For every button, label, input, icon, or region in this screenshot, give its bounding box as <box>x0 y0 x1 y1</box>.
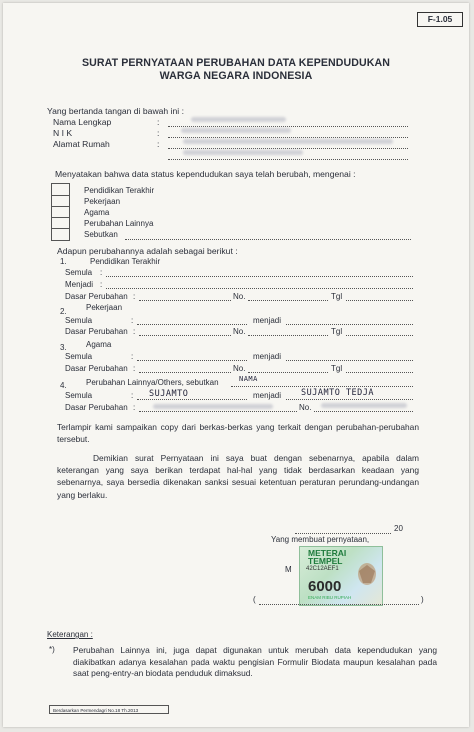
item-1-tgl-line <box>346 300 413 301</box>
option-specify: Sebutkan <box>84 230 118 239</box>
item-1-menjadi-line <box>106 288 413 289</box>
signer-intro: Yang bertanda tangan di bawah ini : <box>47 106 184 116</box>
notes-heading: Keterangan : <box>47 630 93 639</box>
nik-field-line <box>168 137 408 138</box>
signature-paren-close: ) <box>421 595 424 604</box>
item-1-number: 1. <box>60 257 67 266</box>
attachment-paragraph: Terlampir kami sampaikan copy dari berkas-berkas yang terkait dengan perubahan-perubahan tersebut. <box>57 422 419 445</box>
item-1-basis-line <box>139 300 231 301</box>
signature-year-prefix: 20 <box>394 524 403 533</box>
option-education: Pendidikan Terakhir <box>84 186 155 195</box>
item-4-heading: Perubahan Lainnya/Others, sebutkan <box>86 378 219 387</box>
stamp-line2: TEMPEL <box>308 556 343 566</box>
revenue-stamp <box>293 546 385 606</box>
stamp-value: 6000 <box>308 578 342 595</box>
document-page: F-1.05 SURAT PERNYATAAN PERUBAHAN DATA KEPENDUDUKAN WARGA NEGARA INDONESIA Yang bertanda tangan di bawah ini : Nama Lengkap N I K Alamat Rumah : : : Menyatakan bahwa data status kependudukan saya telah berubah, mengenai : Pendidikan Terakhir Pekerjaan Agama Perubahan Lainnya Sebutkan Adapun perubahannya adalah sebagai berikut : 1. Pendidikan Terakhir Semula : Menjadi : Dasar Perubahan : No. Tgl 2. Pekerjaan Semula : menjadi Dasar Perubahan : No. Tgl 3. Agama Semula : menjadi Dasar Perubahan : No. Tgl 4. Perubahan Lainnya/Others, sebutkan NAMA Semula : SUJAMTO menjadi SUJAMTO TEDJA Dasar Perubahan : No. Terlampir kami sampaikan copy dari berkas-berkas yang terkait dengan perubahan-perubahan tersebut. Demikian surat Pernyataan ini saya buat dengan sebenarnya, apabila dalam keterangan yang saya berikan terdapat hal-hal yang tidak berdasarkan keadaan yang sebenarnya, saya bersedia dikenakan sanksi sesuai ketentuan peraturan perundang-undangan yang berlaku. 20 Yang membuat pernyataan, M METERAI TEMPEL 42C12AEF1 6000 ENAM RIBU RUPIAH ( ) Keterangan : *) Perubahan Lainnya ini, juga dapat digunakan untuk merubah data kependudukan yang diakibatkan adanya kesalahan pada waktu pengisian Formulir Biodata maupun kesalahan pada saat peng-entry-an biodata penduduk dimaksud. Berdasarkan Permendagri No.18 Th.2013 <box>3 3 469 727</box>
name-field-line <box>168 126 408 127</box>
signature-name-line <box>259 604 419 605</box>
item-2-semula-line <box>137 324 247 325</box>
place-date-line <box>295 533 391 534</box>
item-3-basis-label: Dasar Perubahan <box>65 364 128 373</box>
stamp-subtext: ENAM RIBU RUPIAH <box>308 595 352 600</box>
option-religion: Agama <box>84 208 110 217</box>
item-1-semula-label: Semula <box>65 268 93 277</box>
item-1-basis-label: Dasar Perubahan <box>65 292 128 301</box>
item-4-basis-line <box>139 411 297 412</box>
address-field-line <box>168 148 408 149</box>
item-3-tgl-line <box>346 372 413 373</box>
item-2-basis-label: Dasar Perubahan <box>65 327 128 336</box>
item-3-number: 3. <box>60 343 67 352</box>
field-label-address: Alamat Rumah <box>53 139 110 149</box>
item-2-no-label: No. <box>233 327 246 336</box>
redacted-basis <box>153 404 273 409</box>
item-3-semula-label: Semula <box>65 352 93 361</box>
item-3-tgl-label: Tgl <box>331 364 343 373</box>
redacted-address <box>183 139 393 144</box>
item-4-semula-label: Semula <box>65 391 93 400</box>
item-1-no-line <box>248 300 328 301</box>
redacted-name <box>191 117 286 122</box>
item-4-specify-line <box>231 386 413 387</box>
declaration-intro: Menyatakan bahwa data status kependudukan saya telah berubah, mengenai : <box>55 169 356 179</box>
item-3-menjadi-line <box>286 360 413 361</box>
signature-label: Yang membuat pernyataan, <box>271 535 370 544</box>
redacted-nik <box>181 128 291 133</box>
item-2-semula-label: Semula <box>65 316 93 325</box>
notes-bullet: *) <box>49 645 55 654</box>
option-other-change: Perubahan Lainnya <box>84 219 154 228</box>
item-3-no-label: No. <box>233 364 246 373</box>
item-1-tgl-label: Tgl <box>331 292 343 301</box>
field-label-name: Nama Lengkap <box>53 117 112 127</box>
item-4-no-line <box>314 411 413 412</box>
item-4-no-label: No. <box>299 403 312 412</box>
item-1-semula-line <box>106 276 413 277</box>
item-2-no-line <box>248 335 328 336</box>
item-3-menjadi-label: menjadi <box>253 352 282 361</box>
document-title-line2: WARGA NEGARA INDONESIA <box>159 70 313 82</box>
field-label-nik: N I K <box>53 128 73 138</box>
item-2-tgl-label: Tgl <box>331 327 343 336</box>
redacted-no <box>321 403 407 408</box>
redacted-address-2 <box>183 150 303 155</box>
option-checkboxes[interactable] <box>51 183 70 241</box>
item-4-basis-label: Dasar Perubahan <box>65 403 128 412</box>
form-code-box: F-1.05 <box>417 12 463 27</box>
item-2-basis-line <box>139 335 231 336</box>
item-3-heading: Agama <box>86 340 112 349</box>
item-4-semula-line <box>137 399 247 400</box>
garuda-emblem-icon <box>356 561 378 587</box>
stamp-code: 42C12AEF1 <box>306 566 339 572</box>
document-title-line1: SURAT PERNYATAAN PERUBAHAN DATA KEPENDUDUKAN <box>81 57 391 69</box>
item-3-basis-line <box>139 372 231 373</box>
item-2-menjadi-line <box>286 324 413 325</box>
notes-text: Perubahan Lainnya ini, juga dapat digunakan untuk merubah data kependudukan yang diakibatkan adanya kesalahan pada waktu pengisian Formulir Biodata maupun kesalahan pada saat peng-entry-an biodata penduduk dimaksud. <box>73 645 437 678</box>
item-1-heading: Pendidikan Terakhir <box>90 257 161 266</box>
regulation-footer: Berdasarkan Permendagri No.18 Th.2013 <box>49 705 169 714</box>
item-2-heading: Pekerjaan <box>86 303 123 312</box>
handwritten-semula: SUJAMTO <box>149 389 189 399</box>
stamp-line1: METERAI <box>308 548 347 558</box>
changes-intro: Adapun perubahannya adalah sebagai berikut : <box>57 246 238 256</box>
signature-paren-open: ( <box>253 595 256 604</box>
item-2-number: 2. <box>60 307 67 316</box>
item-3-semula-line <box>137 360 247 361</box>
address-field-line-2 <box>168 159 408 160</box>
item-1-no-label: No. <box>233 292 246 301</box>
specify-field-line <box>125 239 411 240</box>
handwritten-other-field: NAMA <box>239 375 258 383</box>
item-4-menjadi-label: menjadi <box>253 391 282 400</box>
item-1-menjadi-label: Menjadi <box>65 280 94 289</box>
item-2-menjadi-label: menjadi <box>253 316 282 325</box>
option-occupation: Pekerjaan <box>84 197 121 206</box>
item-3-no-line <box>248 372 328 373</box>
handwritten-menjadi: SUJAMTO TEDJA <box>301 388 375 398</box>
statement-paragraph: Demikian surat Pernyataan ini saya buat dengan sebenarnya, apabila dalam keterangan yang saya berikan terdapat hal-hal yang tidak berdasarkan keadaan yang sebenarnya, saya bersedia dikenakan sanksi sesuai ketentuan peraturan perundang-undangan yang berlaku. <box>57 453 419 500</box>
signature-m-letter: M <box>285 565 292 574</box>
item-2-tgl-line <box>346 335 413 336</box>
item-4-menjadi-line <box>286 399 413 400</box>
item-4-number: 4. <box>60 381 67 390</box>
